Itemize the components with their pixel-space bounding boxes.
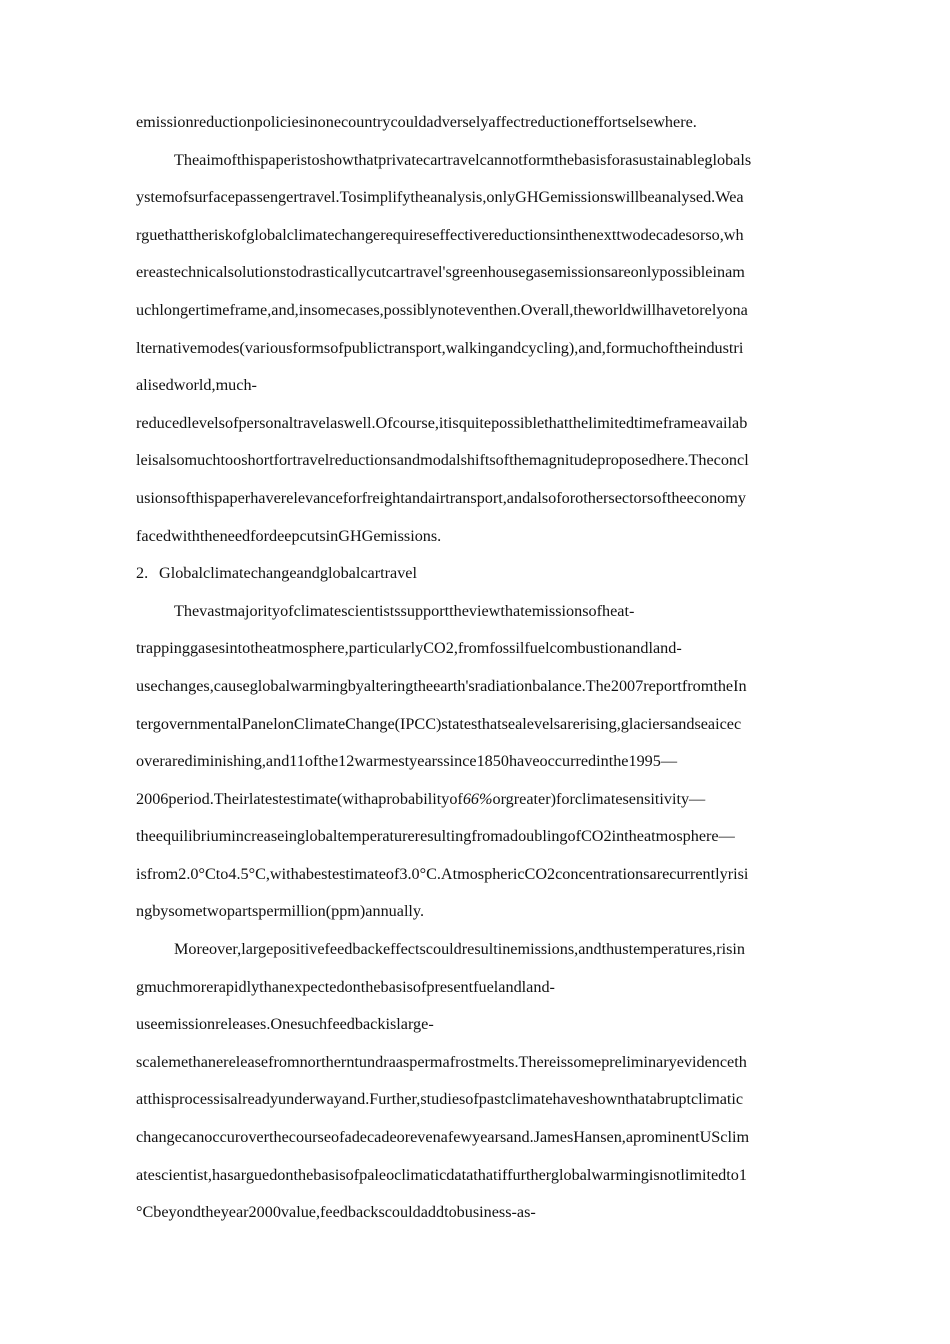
text-line: ngbysometwopartspermillion(ppm)annually. — [136, 902, 425, 921]
text-line-with-italic — [136, 781, 826, 819]
text-line: gmuchmorerapidlythanexpectedonthebasisofpresentfuelandland- — [136, 977, 555, 996]
text-line: atescientist,hasarguedonthebasisofpaleoclimaticdatathatiffurtherglobalwarmingisnotlimitedto1 — [136, 1165, 747, 1184]
text-segment: 2006period.Theirlatestestimate(withaprobabilityof — [136, 789, 463, 808]
text-line: °Cbeyondtheyear2000value,feedbackscouldaddtobusiness-as- — [136, 1203, 536, 1222]
section-number: 2. — [136, 564, 149, 583]
text-line: lternativemodes(variousformsofpublictransport,walkingandcycling),and,formuchoftheindustri — [136, 338, 744, 357]
text-line: alisedworld,much- — [136, 376, 257, 395]
text-line: trappinggasesintotheatmosphere,particularlyCO2,fromfossilfuelcombustionandland- — [136, 639, 682, 658]
text-line: useemissionreleases.Onesuchfeedbackislarge- — [136, 1015, 434, 1034]
text-line: overarediminishing,and11ofthe12warmestyearssince1850haveoccurredinthe1995— — [136, 752, 678, 771]
text-segment: orgreater)forclimatesensitivity— — [492, 789, 706, 808]
italic-probability: 66% — [462, 789, 493, 808]
text-line: ystemofsurfacepassengertravel.Tosimplifytheanalysis,onlyGHGemissionswillbeanalysed.Wea — [136, 188, 744, 207]
section-title: Globalclimatechangeandglobalcartravel — [159, 564, 417, 583]
text-line: facedwiththeneedfordeepcutsinGHGemissions. — [136, 526, 442, 545]
text-line: isfrom2.0°Cto4.5°C,withabestestimateof3.0°C.AtmosphericCO2concentrationsarecurrentlyrisi — [136, 864, 749, 883]
paragraph-start-line: Thevastmajorityofclimatescientistssupporttheviewthatemissionsofheat- — [174, 601, 635, 620]
text-line: emissionreductionpoliciesinonecountrycouldadverselyaffectreductioneffortselsewhere. — [136, 113, 697, 131]
text-line: atthisprocessisalreadyunderwayand.Further,studiesofpastclimatehaveshownthatabruptclimatic — [136, 1090, 744, 1109]
text-line: uchlongertimeframe,and,insomecases,possiblynoteventhen.Overall,theworldwillhavetorelyona — [136, 300, 748, 319]
text-line: tergovernmentalPanelonClimateChange(IPCC)statesthatsealevelsarerising,glaciersandseaicec — [136, 714, 742, 733]
paragraph-start-line: Theaimofthispaperistoshowthatprivatecartravelcannotformthebasisforasustainableglobals — [174, 150, 752, 169]
text-line: leisalsomuchtooshortfortravelreductionsandmodalshiftsofthemagnitudeproposedhere.Theconcl — [136, 451, 749, 470]
text-line: theequilibriumincreaseinglobaltemperatureresultingfromadoublingofCO2intheatmosphere— — [136, 827, 735, 846]
text-line: changecanoccuroverthecourseofadecadeorevenafewyearsand.JamesHansen,aprominentUSclim — [136, 1128, 750, 1147]
text-line: reducedlevelsofpersonaltravelaswell.Ofcourse,itisquitepossiblethatthelimitedtimeframeavailab — [136, 413, 748, 432]
text-line: usechanges,causeglobalwarmingbyalteringtheearth'sradiationbalance.The2007reportfromtheIn — [136, 676, 747, 695]
text-line: ereastechnicalsolutionstodrasticallycutcartravel'sgreenhousegasemissionsareonlypossibleinam — [136, 263, 745, 282]
text-line: scalemethanereleasefromnortherntundraaspermafrostmelts.Thereissomepreliminaryevidenceth — [136, 1052, 747, 1071]
section-heading — [136, 555, 826, 593]
body-text — [136, 104, 826, 1232]
text-line: rguethattheriskofglobalclimatechangerequireseffectivereductionsinthenexttwodecadesorso,wh — [136, 225, 744, 244]
text-line: usionsofthispaperhaverelevanceforfreightandairtransport,andalsoforothersectorsoftheeconomy — [136, 488, 746, 507]
paragraph-start-line: Moreover,largepositivefeedbackeffectscouldresultinemissions,andthustemperatures,risin — [174, 940, 745, 959]
